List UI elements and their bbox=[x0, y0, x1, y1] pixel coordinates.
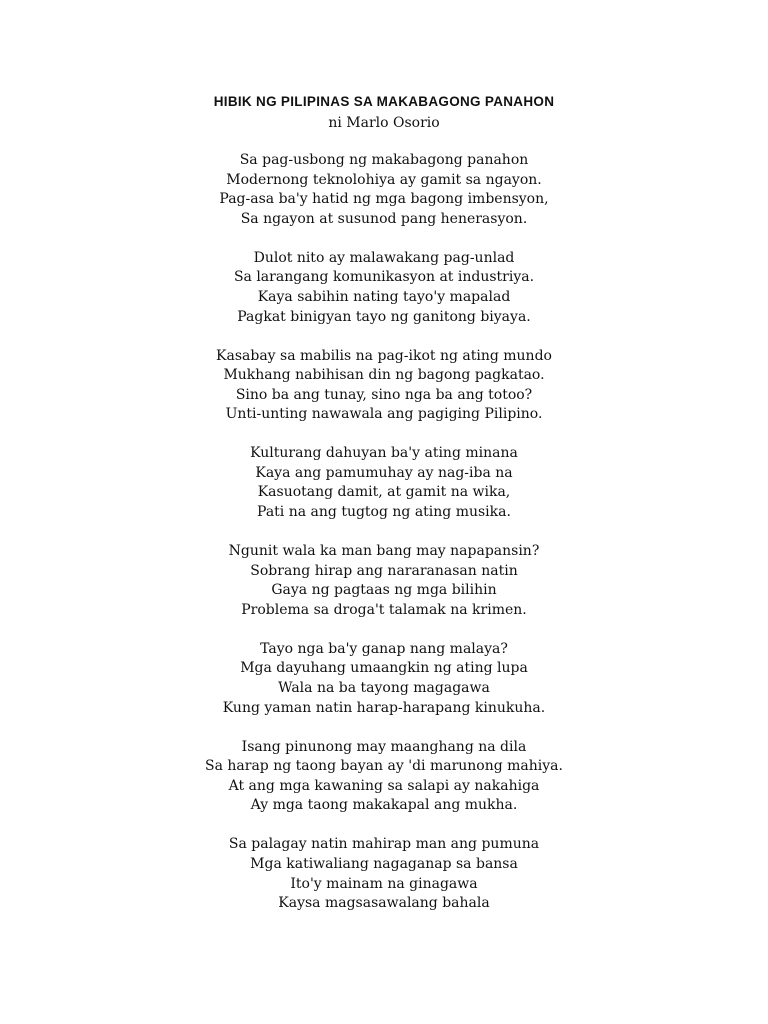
poem-line: Mga dayuhang umaangkin ng ating lupa bbox=[240, 660, 528, 677]
poem-line: Gaya ng pagtaas ng mga bilihin bbox=[271, 582, 497, 599]
poem-line: Sa ngayon at susunod pang henerasyon. bbox=[240, 210, 528, 227]
poem-line: Sa larangang komunikasyon at industriya. bbox=[233, 269, 535, 286]
stanza-4 bbox=[0, 444, 768, 522]
poem-line: At ang mga kawaning sa salapi ay nakahiga bbox=[228, 777, 540, 794]
poem-line: Ay mga taong makakapal ang mukha. bbox=[250, 797, 518, 814]
poem-line: Pagkat binigyan tayo ng ganitong biyaya. bbox=[237, 308, 531, 325]
poem-line: Kasuotang damit, at gamit na wika, bbox=[257, 484, 511, 501]
poem-line: Kaya sabihin nating tayo'y mapalad bbox=[257, 288, 511, 305]
poem-line: Kaya ang pamumuhay ay nag-iba na bbox=[255, 464, 513, 481]
poem-line: Kaysa magsasawalang bahala bbox=[278, 895, 490, 912]
poem-line: Sa palagay natin mahirap man ang pumuna bbox=[228, 836, 540, 853]
poem-line: Problema sa droga't talamak na krimen. bbox=[241, 601, 527, 618]
poem-line: Kung yaman natin harap-harapang kinukuha. bbox=[222, 699, 546, 716]
stanza-3 bbox=[0, 347, 768, 425]
poem-line: Mukhang nabihisan din ng bagong pagkatao. bbox=[223, 367, 545, 384]
stanza-6 bbox=[0, 640, 768, 718]
poem-line: Isang pinunong may maanghang na dila bbox=[241, 738, 527, 755]
poem-title: HIBIK NG PILIPINAS SA MAKABAGONG PANAHON bbox=[213, 94, 555, 109]
poem-line: Sobrang hirap ang nararanasan natin bbox=[250, 562, 518, 579]
poem-line: Wala na ba tayong magagawa bbox=[278, 680, 490, 697]
poem-line: Pati na ang tugtog ng ating musika. bbox=[257, 504, 511, 521]
poem-line: Kasabay sa mabilis na pag-ikot ng ating mundo bbox=[216, 347, 552, 364]
poem-line: Ito'y mainam na ginagawa bbox=[290, 875, 478, 892]
poem-line: Sino ba ang tunay, sino nga ba ang totoo? bbox=[235, 386, 533, 403]
poem-line: Sa harap ng taong bayan ay 'di marunong mahiya. bbox=[205, 758, 563, 775]
poem-line: Tayo nga ba'y ganap nang malaya? bbox=[260, 640, 508, 657]
stanza-7 bbox=[0, 738, 768, 816]
stanza-8 bbox=[0, 835, 768, 913]
stanza-5 bbox=[0, 542, 768, 620]
stanza-1 bbox=[0, 151, 768, 229]
poem-line: Sa pag-usbong ng makabagong panahon bbox=[239, 152, 529, 168]
poem-line: Dulot nito ay malawakang pag-unlad bbox=[253, 249, 515, 266]
poem-line: Modernong teknolohiya ay gamit sa ngayon. bbox=[226, 171, 542, 188]
poem-body bbox=[0, 151, 768, 933]
stanza-2 bbox=[0, 249, 768, 327]
poem-line: Unti-unting nawawala ang pagiging Pilipino. bbox=[225, 406, 543, 423]
poem-line: Mga katiwaliang nagaganap sa bansa bbox=[250, 855, 518, 872]
poem-line: Kulturang dahuyan ba'y ating minana bbox=[250, 445, 518, 462]
poem-author: ni Marlo Osorio bbox=[328, 115, 440, 131]
poem-line: Ngunit wala ka man bang may napapansin? bbox=[228, 543, 540, 560]
poem-line: Pag-asa ba'y hatid ng mga bagong imbensyon, bbox=[219, 191, 549, 208]
